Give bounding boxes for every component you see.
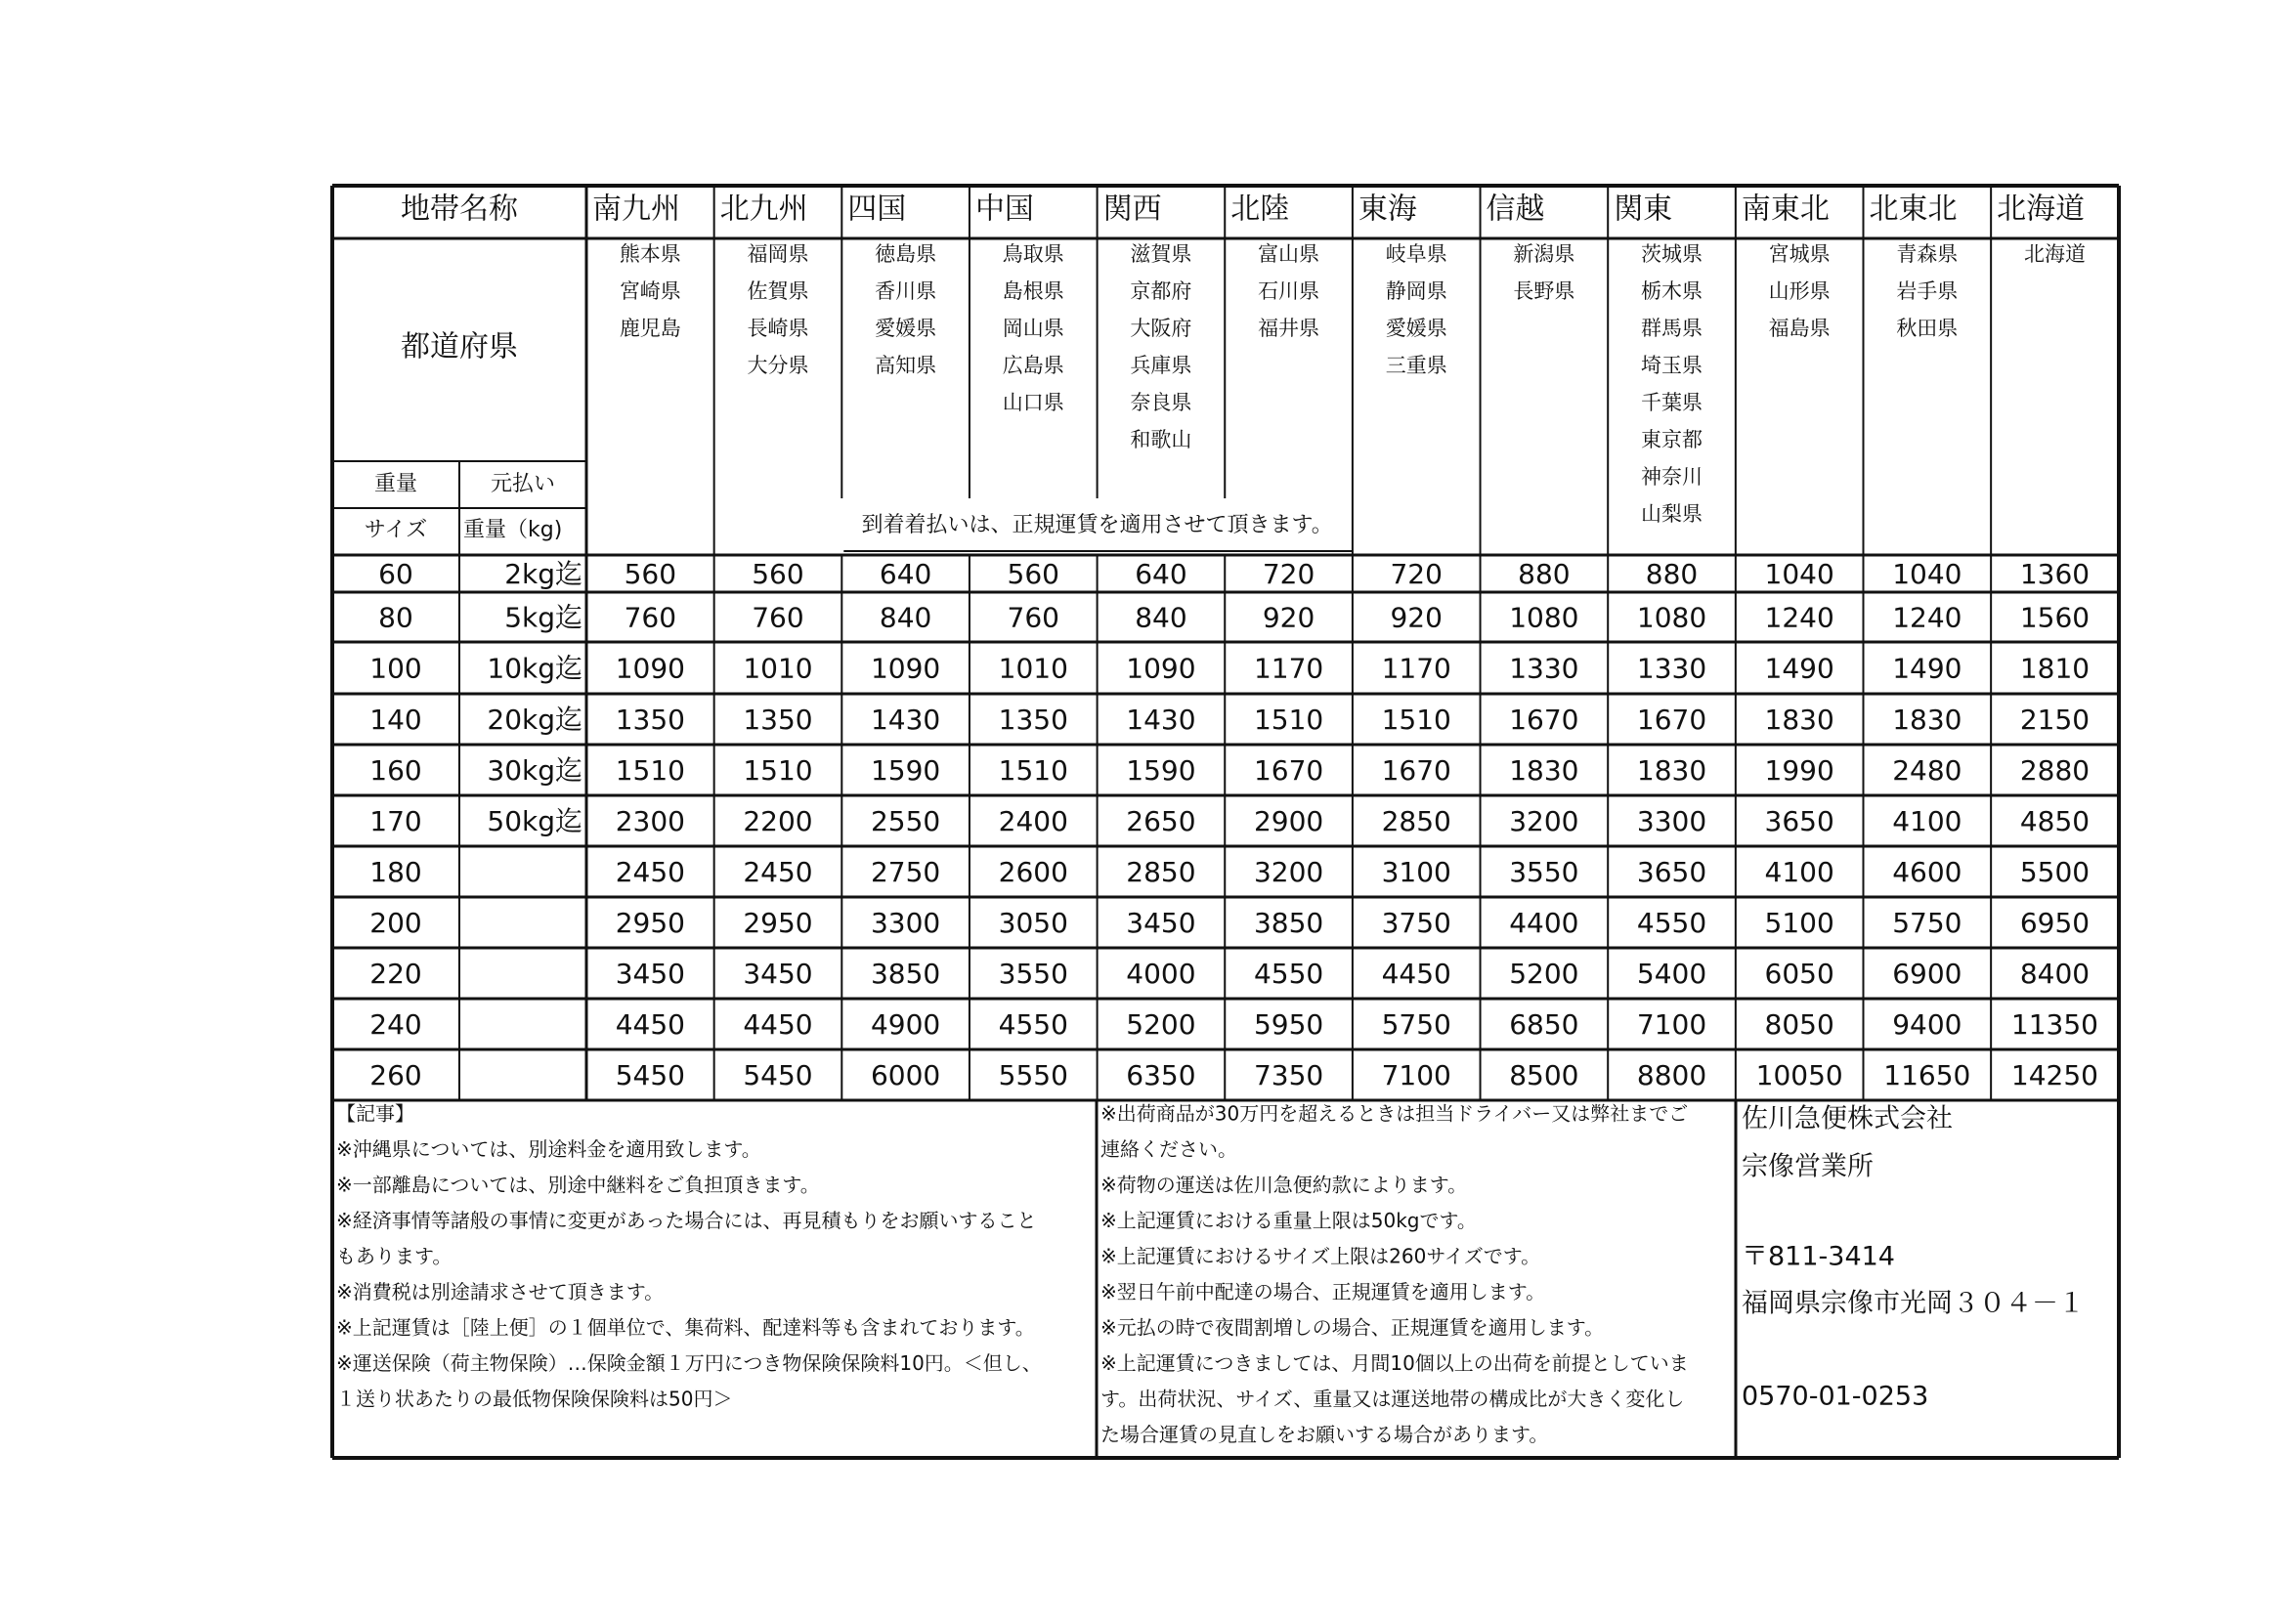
- price-cell: 4550: [1636, 907, 1707, 939]
- price-cell: 840: [879, 601, 932, 634]
- price-cell: 10050: [1755, 1059, 1843, 1091]
- price-cell: 6850: [1509, 1008, 1579, 1041]
- price-cell: 4550: [1253, 958, 1324, 990]
- price-cell: 6900: [1892, 958, 1962, 990]
- price-cell: 5450: [615, 1059, 685, 1091]
- price-cell: 5550: [998, 1059, 1068, 1091]
- price-cell: 1830: [1636, 754, 1707, 787]
- note-middle-line: た場合運賃の見直しをお願いする場合があります。: [1100, 1423, 1549, 1446]
- price-cell: 1670: [1636, 704, 1707, 736]
- price-cell: 1080: [1636, 601, 1707, 634]
- prefecture: 埼玉県: [1641, 354, 1703, 377]
- price-cell: 7100: [1381, 1059, 1451, 1091]
- price-cell: 2850: [1126, 856, 1196, 888]
- price-cell: 4600: [1892, 856, 1962, 888]
- size-label: サイズ: [364, 518, 428, 542]
- prefecture-header-label: 都道府県: [401, 329, 518, 364]
- price-cell: 1080: [1509, 601, 1579, 634]
- price-cell: 4100: [1892, 805, 1962, 837]
- cod-note: 到着着払いは、正規運賃を適用させて頂きます。: [861, 513, 1333, 537]
- prefecture: 徳島県: [875, 242, 937, 266]
- prefecture: 京都府: [1130, 279, 1192, 303]
- zone-name-6: 東海: [1358, 192, 1417, 227]
- price-cell: 6000: [870, 1059, 941, 1091]
- price-cell: 9400: [1892, 1008, 1962, 1041]
- price-cell: 14250: [2010, 1059, 2099, 1091]
- price-cell: 1810: [2019, 652, 2091, 685]
- price-cell: 1670: [1509, 704, 1579, 736]
- note-left-line: ※一部離島については、別途中継料をご負担頂きます。: [336, 1173, 820, 1197]
- price-cell: 1170: [1253, 652, 1324, 685]
- prefecture: 富山県: [1258, 242, 1320, 266]
- price-cell: 1670: [1253, 754, 1324, 787]
- price-cell: 8500: [1509, 1059, 1579, 1091]
- price-cell: 560: [1007, 558, 1060, 590]
- note-middle-line: ※元払の時で夜間割増しの場合、正規運賃を適用します。: [1100, 1315, 1605, 1340]
- size-cell: 60: [378, 558, 413, 590]
- size-cell: 100: [369, 652, 422, 685]
- price-cell: 2450: [743, 856, 813, 888]
- price-cell: 1590: [870, 754, 941, 787]
- price-cell: 4550: [998, 1008, 1068, 1041]
- price-cell: 2550: [870, 805, 941, 837]
- price-cell: 1350: [998, 704, 1068, 736]
- weight-cell: 20kg迄: [487, 704, 582, 736]
- price-cell: 1240: [1764, 601, 1834, 634]
- prefecture: 北海道: [2023, 242, 2086, 266]
- weight-cell: 30kg迄: [487, 754, 582, 787]
- price-cell: 1830: [1892, 704, 1962, 736]
- price-cell: 3750: [1381, 907, 1451, 939]
- prefecture: 千葉県: [1641, 391, 1703, 414]
- price-cell: 5200: [1126, 1008, 1196, 1041]
- price-cell: 760: [624, 601, 677, 634]
- price-cell: 3450: [615, 958, 685, 990]
- price-cell: 1590: [1126, 754, 1196, 787]
- price-cell: 1510: [743, 754, 813, 787]
- prefecture: 愛媛県: [875, 317, 937, 340]
- weight-cell: 50kg迄: [487, 805, 582, 837]
- price-cell: 4100: [1764, 856, 1834, 888]
- price-cell: 5750: [1381, 1008, 1451, 1041]
- note-left-line: ※上記運賃は［陸上便］の１個単位で、集荷料、配達料等も含まれております。: [336, 1315, 1035, 1340]
- prefecture: 高知県: [875, 354, 937, 377]
- price-cell: 720: [1390, 558, 1443, 590]
- price-cell: 1170: [1381, 652, 1451, 685]
- note-middle-line: ※上記運賃につきましては、月間10個以上の出荷を前提としていま: [1100, 1351, 1689, 1375]
- price-cell: 5200: [1509, 958, 1579, 990]
- price-cell: 5750: [1892, 907, 1962, 939]
- company-office: 宗像営業所: [1742, 1151, 1874, 1182]
- price-cell: 1490: [1892, 652, 1962, 685]
- price-cell: 1360: [2019, 558, 2091, 590]
- price-cell: 1560: [2019, 601, 2091, 634]
- price-cell: 2950: [615, 907, 685, 939]
- price-cell: 2880: [2019, 754, 2091, 787]
- company-postal: 〒811-3414: [1742, 1241, 1895, 1272]
- prefecture: 青森県: [1896, 242, 1959, 266]
- note-left-line: ※経済事情等諸般の事情に変更があった場合には、再見積もりをお願いすること: [336, 1209, 1037, 1232]
- price-cell: 4450: [1381, 958, 1451, 990]
- price-cell: 5950: [1253, 1008, 1324, 1041]
- price-cell: 7100: [1636, 1008, 1707, 1041]
- zone-name-5: 北陸: [1230, 192, 1290, 227]
- price-cell: 1330: [1636, 652, 1707, 685]
- price-cell: 3450: [1126, 907, 1196, 939]
- price-cell: 3850: [1253, 907, 1324, 939]
- price-cell: 720: [1262, 558, 1315, 590]
- zone-name-11: 北海道: [1997, 192, 2086, 227]
- prefecture: 鹿児島: [619, 317, 681, 340]
- price-cell: 1510: [615, 754, 685, 787]
- price-cell: 6350: [1126, 1059, 1196, 1091]
- price-cell: 3200: [1509, 805, 1579, 837]
- price-cell: 3200: [1253, 856, 1324, 888]
- price-cell: 2650: [1126, 805, 1196, 837]
- price-cell: 11350: [2010, 1008, 2099, 1041]
- size-cell: 240: [369, 1008, 422, 1041]
- price-cell: 4900: [870, 1008, 941, 1041]
- price-cell: 1990: [1764, 754, 1834, 787]
- zone-name-9: 南東北: [1741, 192, 1830, 227]
- prefecture: 群馬県: [1641, 317, 1703, 340]
- weight-cell: 2kg迄: [504, 558, 582, 590]
- note-middle-line: ※翌日午前中配達の場合、正規運賃を適用します。: [1100, 1280, 1546, 1303]
- size-cell: 160: [369, 754, 422, 787]
- zone-header-label: 地帯名称: [401, 192, 518, 227]
- prefecture: 大分県: [747, 354, 809, 377]
- prefecture: 和歌山: [1130, 428, 1192, 451]
- zone-name-2: 四国: [847, 192, 907, 227]
- price-cell: 1090: [870, 652, 941, 685]
- price-cell: 3550: [1509, 856, 1579, 888]
- prefecture: 宮崎県: [619, 279, 681, 303]
- prefecture: 東京都: [1641, 428, 1703, 451]
- prefecture: 茨城県: [1641, 242, 1703, 266]
- price-cell: 1090: [615, 652, 685, 685]
- price-cell: 8400: [2019, 958, 2091, 990]
- prefecture: 石川県: [1258, 279, 1320, 303]
- price-cell: 2150: [2019, 704, 2091, 736]
- price-cell: 1090: [1126, 652, 1196, 685]
- price-cell: 1490: [1764, 652, 1834, 685]
- price-cell: 880: [1518, 558, 1571, 590]
- prefecture: 福島県: [1768, 317, 1831, 340]
- price-cell: 1510: [1381, 704, 1451, 736]
- price-cell: 6050: [1764, 958, 1834, 990]
- price-cell: 4450: [743, 1008, 813, 1041]
- prefecture: 福岡県: [747, 242, 809, 266]
- price-cell: 1010: [743, 652, 813, 685]
- prefecture: 長野県: [1513, 279, 1575, 303]
- size-cell: 170: [369, 805, 422, 837]
- prefecture: 宮城県: [1768, 242, 1831, 266]
- price-cell: 4400: [1509, 907, 1579, 939]
- prefecture: 栃木県: [1641, 279, 1703, 303]
- price-cell: 2450: [615, 856, 685, 888]
- prefecture: 岩手県: [1896, 279, 1959, 303]
- prefecture: 鳥取県: [1002, 242, 1064, 266]
- price-cell: 1510: [1253, 704, 1324, 736]
- note-middle-line: ※荷物の運送は佐川急便約款によります。: [1100, 1173, 1468, 1197]
- prefecture: 長崎県: [747, 317, 809, 340]
- note-middle-line: 連絡ください。: [1100, 1137, 1237, 1161]
- price-cell: 2400: [998, 805, 1068, 837]
- price-cell: 1830: [1764, 704, 1834, 736]
- zone-name-0: 南九州: [592, 192, 680, 227]
- prefecture: 兵庫県: [1130, 354, 1192, 377]
- prefecture: 広島県: [1002, 354, 1064, 377]
- company-phone: 0570-01-0253: [1742, 1381, 1929, 1412]
- price-cell: 6950: [2019, 907, 2091, 939]
- price-cell: 3300: [1636, 805, 1707, 837]
- price-cell: 3650: [1636, 856, 1707, 888]
- price-cell: 560: [624, 558, 677, 590]
- zone-name-1: 北九州: [719, 192, 808, 227]
- prefecture: 山口県: [1002, 391, 1064, 414]
- note-middle-line: す。出荷状況、サイズ、重量又は運送地帯の構成比が大きく変化し: [1100, 1387, 1685, 1411]
- prefecture: 奈良県: [1130, 391, 1192, 414]
- price-cell: 3550: [998, 958, 1068, 990]
- price-cell: 1330: [1509, 652, 1579, 685]
- prefecture: 新潟県: [1513, 242, 1575, 266]
- price-cell: 1350: [743, 704, 813, 736]
- company-address: 福岡県宗像市光岡３０４－１: [1742, 1288, 2085, 1319]
- prefecture: 神奈川: [1641, 465, 1703, 489]
- note-left-line: ※沖縄県については、別途料金を適用致します。: [336, 1137, 761, 1161]
- price-cell: 1510: [998, 754, 1068, 787]
- price-cell: 5500: [2019, 856, 2091, 888]
- price-cell: 2900: [1253, 805, 1324, 837]
- price-cell: 2950: [743, 907, 813, 939]
- weight-cell: 10kg迄: [487, 652, 582, 685]
- note-middle-line: ※上記運賃における重量上限は50kgです。: [1100, 1209, 1477, 1232]
- price-cell: 7350: [1253, 1059, 1324, 1091]
- prefecture: 福井県: [1258, 317, 1320, 340]
- note-left-line: もあります。: [336, 1244, 453, 1268]
- price-cell: 1040: [1764, 558, 1834, 590]
- size-cell: 180: [369, 856, 422, 888]
- prefecture: 山形県: [1768, 279, 1831, 303]
- note-left-line: ※消費税は別途請求させて頂きます。: [336, 1280, 665, 1303]
- size-cell: 220: [369, 958, 422, 990]
- prefecture: 三重県: [1385, 354, 1447, 377]
- price-cell: 3300: [870, 907, 941, 939]
- weight-label: 重量: [373, 472, 418, 496]
- price-cell: 840: [1135, 601, 1187, 634]
- price-cell: 560: [752, 558, 804, 590]
- prefecture: 岐阜県: [1385, 242, 1447, 266]
- prefecture: 岡山県: [1002, 317, 1064, 340]
- prefecture: 香川県: [875, 279, 937, 303]
- price-cell: 2750: [870, 856, 941, 888]
- price-cell: 4450: [615, 1008, 685, 1041]
- price-cell: 640: [1135, 558, 1187, 590]
- price-cell: 3450: [743, 958, 813, 990]
- price-cell: 1830: [1509, 754, 1579, 787]
- price-cell: 4850: [2019, 805, 2091, 837]
- price-cell: 8800: [1636, 1059, 1707, 1091]
- price-cell: 1010: [998, 652, 1068, 685]
- price-cell: 5100: [1764, 907, 1834, 939]
- price-cell: 3850: [870, 958, 941, 990]
- zone-name-3: 中国: [974, 192, 1034, 227]
- price-cell: 4000: [1126, 958, 1196, 990]
- price-cell: 2300: [615, 805, 685, 837]
- price-cell: 760: [1007, 601, 1060, 634]
- price-cell: 1430: [870, 704, 941, 736]
- size-cell: 200: [369, 907, 422, 939]
- size-cell: 140: [369, 704, 422, 736]
- prefecture: 静岡県: [1385, 279, 1447, 303]
- weight-kg-label: 重量（kg): [463, 518, 563, 542]
- note-left-line: ※運送保険（荷主物保険）…保険金額１万円につき物保険保険料10円。＜但し、: [336, 1351, 1042, 1375]
- note-middle-line: ※上記運賃におけるサイズ上限は260サイズです。: [1100, 1244, 1541, 1268]
- note-middle-line: ※出荷商品が30万円を超えるときは担当ドライバー又は弊社までご: [1100, 1101, 1689, 1126]
- size-cell: 80: [378, 601, 413, 634]
- price-cell: 3050: [998, 907, 1068, 939]
- price-cell: 3650: [1764, 805, 1834, 837]
- prefecture: 島根県: [1002, 279, 1064, 303]
- price-cell: 1350: [615, 704, 685, 736]
- note-left-line: １送り状あたりの最低物保険保険料は50円＞: [336, 1387, 733, 1411]
- company-name: 佐川急便株式会社: [1742, 1103, 1953, 1134]
- price-cell: 640: [879, 558, 932, 590]
- zone-name-4: 関西: [1102, 192, 1162, 227]
- price-cell: 11650: [1883, 1059, 1971, 1091]
- price-cell: 2480: [1892, 754, 1962, 787]
- prefecture: 山梨県: [1641, 502, 1703, 526]
- price-cell: 3100: [1381, 856, 1451, 888]
- price-cell: 8050: [1764, 1008, 1834, 1041]
- price-cell: 2200: [743, 805, 813, 837]
- price-cell: 2850: [1381, 805, 1451, 837]
- price-cell: 1670: [1381, 754, 1451, 787]
- weight-cell: 5kg迄: [504, 601, 582, 634]
- prefecture: 秋田県: [1896, 317, 1959, 340]
- price-cell: 1430: [1126, 704, 1196, 736]
- price-cell: 5450: [743, 1059, 813, 1091]
- price-cell: 760: [752, 601, 804, 634]
- price-cell: 920: [1390, 601, 1443, 634]
- price-cell: 2600: [998, 856, 1068, 888]
- prefecture: 滋賀県: [1130, 242, 1192, 266]
- prefecture: 佐賀県: [747, 279, 809, 303]
- price-cell: 1240: [1892, 601, 1962, 634]
- price-cell: 5400: [1636, 958, 1707, 990]
- zone-name-7: 信越: [1486, 192, 1545, 227]
- size-cell: 260: [369, 1059, 422, 1091]
- prefecture: 熊本県: [619, 242, 681, 266]
- price-cell: 1040: [1892, 558, 1962, 590]
- zone-name-10: 北東北: [1869, 192, 1958, 227]
- price-cell: 920: [1262, 601, 1315, 634]
- prefecture: 大阪府: [1130, 317, 1192, 340]
- prefecture: 愛媛県: [1385, 317, 1447, 340]
- prepaid-label: 元払い: [490, 472, 556, 496]
- note-left-line: 【記事】: [336, 1101, 414, 1126]
- price-cell: 880: [1645, 558, 1699, 590]
- zone-name-8: 関東: [1614, 192, 1673, 227]
